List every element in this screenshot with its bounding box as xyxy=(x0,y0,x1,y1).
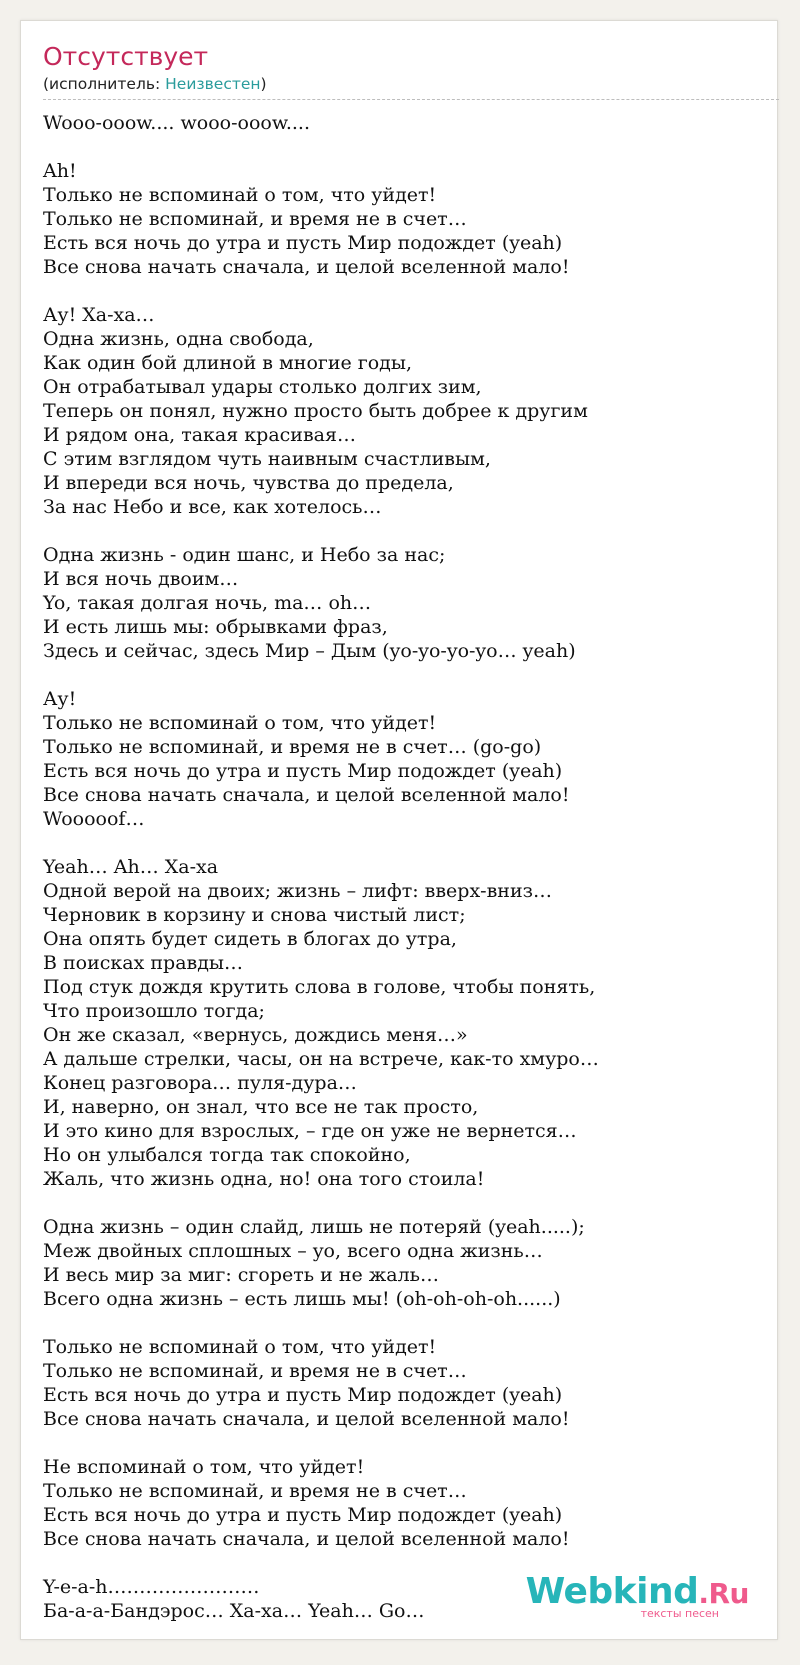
lyrics-line: Ау! xyxy=(43,688,77,710)
lyrics-line: Wooooof… xyxy=(43,808,145,830)
site-logo[interactable] xyxy=(525,1571,749,1620)
lyrics-text xyxy=(43,111,763,1623)
lyrics-line: А дальше стрелки, часы, он на встрече, как-то хмуро… xyxy=(43,1048,599,1070)
lyrics-stanza xyxy=(43,1215,763,1311)
lyrics-line: Всего одна жизнь – есть лишь мы! (oh-oh-oh-oh......) xyxy=(43,1288,561,1310)
logo-wordmark: Webkind.Ru xyxy=(525,1571,749,1612)
lyrics-line: И это кино для взрослых, – где он уже не вернется… xyxy=(43,1120,577,1142)
lyrics-line: Не вспоминай о том, что уйдет! xyxy=(43,1456,365,1478)
lyrics-line: Все снова начать сначала, и целой вселенной мало! xyxy=(43,256,570,278)
lyrics-stanza xyxy=(43,159,763,279)
lyrics-card xyxy=(20,20,778,1640)
lyrics-stanza xyxy=(43,543,763,663)
lyrics-line: Одна жизнь – один слайд, лишь не потеряй (yeah.....); xyxy=(43,1216,585,1238)
lyrics-line: И вся ночь двоим… xyxy=(43,568,239,590)
artist-link[interactable]: Неизвестен xyxy=(165,75,261,93)
lyrics-line: И весь мир за миг: сгореть и не жаль… xyxy=(43,1264,439,1286)
lyrics-line: Есть вся ночь до утра и пусть Мир подождет (yeah) xyxy=(43,1504,563,1526)
lyrics-line: Ah! xyxy=(43,160,77,182)
lyrics-line: Есть вся ночь до утра и пусть Мир подождет (yeah) xyxy=(43,760,563,782)
lyrics-line: Она опять будет сидеть в блогах до утра, xyxy=(43,928,457,950)
lyrics-line: Только не вспоминай о том, что уйдет! xyxy=(43,712,437,734)
lyrics-line: Ба-а-а-Бандэрос… Ха-ха… Yeah… Go… xyxy=(43,1600,425,1622)
lyrics-line: Как один бой длиной в многие годы, xyxy=(43,352,413,374)
divider xyxy=(43,99,779,100)
lyrics-line: Здесь и сейчас, здесь Мир – Дым (yo-yo-yo-yo… yeah) xyxy=(43,640,576,662)
lyrics-line: Меж двойных сплошных – yo, всего одна жизнь… xyxy=(43,1240,543,1262)
lyrics-line: В поисках правды… xyxy=(43,952,244,974)
lyrics-line: Все снова начать сначала, и целой вселенной мало! xyxy=(43,784,570,806)
lyrics-line: Yeah… Ah… Ха-ха xyxy=(43,856,219,878)
lyrics-line: Только не вспоминай, и время не в счет… xyxy=(43,1360,467,1382)
lyrics-line: Теперь он понял, нужно просто быть добрее к другим xyxy=(43,400,588,422)
lyrics-line: Но он улыбался тогда так спокойно, xyxy=(43,1144,411,1166)
lyrics-line: Только не вспоминай, и время не в счет… xyxy=(43,1480,467,1502)
lyrics-stanza xyxy=(43,303,763,519)
lyrics-line: Одна жизнь, одна свобода, xyxy=(43,328,314,350)
lyrics-stanza xyxy=(43,687,763,831)
lyrics-line: Wooo-ooow.... wooo-ooow.... xyxy=(43,112,310,134)
lyrics-stanza xyxy=(43,1455,763,1551)
lyrics-line: Он же сказал, «вернусь, дождись меня…» xyxy=(43,1024,468,1046)
artist-line xyxy=(43,73,267,95)
lyrics-stanza xyxy=(43,1335,763,1431)
lyrics-line: И, наверно, он знал, что все не так просто, xyxy=(43,1096,479,1118)
lyrics-stanza xyxy=(43,855,763,1191)
artist-suffix: ) xyxy=(260,75,267,93)
lyrics-line: Yo, такая долгая ночь, ma… oh… xyxy=(43,592,372,614)
lyrics-stanza xyxy=(43,111,763,135)
lyrics-line: Под стук дождя крутить слова в голове, чтобы понять, xyxy=(43,976,596,998)
lyrics-line: Жаль, что жизнь одна, но! она того стоила! xyxy=(43,1168,485,1190)
lyrics-line: Что произошло тогда; xyxy=(43,1000,265,1022)
lyrics-line: Ау! Ха-ха… xyxy=(43,304,155,326)
lyrics-line: С этим взглядом чуть наивным счастливым, xyxy=(43,448,491,470)
lyrics-line: Черновик в корзину и снова чистый лист; xyxy=(43,904,466,926)
artist-prefix: (исполнитель: xyxy=(43,75,166,93)
lyrics-line: Только не вспоминай, и время не в счет… xyxy=(43,208,467,230)
lyrics-line: Только не вспоминай, и время не в счет… (go-go) xyxy=(43,736,542,758)
logo-tagline: тексты песен xyxy=(640,1607,719,1620)
lyrics-line: Все снова начать сначала, и целой вселенной мало! xyxy=(43,1528,570,1550)
lyrics-line: Только не вспоминай о том, что уйдет! xyxy=(43,184,437,206)
lyrics-line: Все снова начать сначала, и целой вселенной мало! xyxy=(43,1408,570,1430)
lyrics-line: Y-e-a-h…………………… xyxy=(43,1576,260,1598)
lyrics-line: Одна жизнь - один шанс, и Небо за нас; xyxy=(43,544,446,566)
lyrics-line: И есть лишь мы: обрывками фраз, xyxy=(43,616,388,638)
lyrics-line: Он отрабатывал удары столько долгих зим, xyxy=(43,376,482,398)
lyrics-line: И рядом она, такая красивая… xyxy=(43,424,356,446)
song-title: Отсутствует xyxy=(43,42,209,71)
lyrics-line: За нас Небо и все, как хотелось… xyxy=(43,496,382,518)
lyrics-line: Одной верой на двоих; жизнь – лифт: вверх-вниз… xyxy=(43,880,552,902)
lyrics-line: И впереди вся ночь, чувства до предела, xyxy=(43,472,454,494)
logo-tld: .Ru xyxy=(698,1577,749,1610)
lyrics-line: Только не вспоминай о том, что уйдет! xyxy=(43,1336,437,1358)
lyrics-line: Конец разговора… пуля-дура… xyxy=(43,1072,357,1094)
lyrics-line: Есть вся ночь до утра и пусть Мир подождет (yeah) xyxy=(43,232,563,254)
lyrics-line: Есть вся ночь до утра и пусть Мир подождет (yeah) xyxy=(43,1384,563,1406)
